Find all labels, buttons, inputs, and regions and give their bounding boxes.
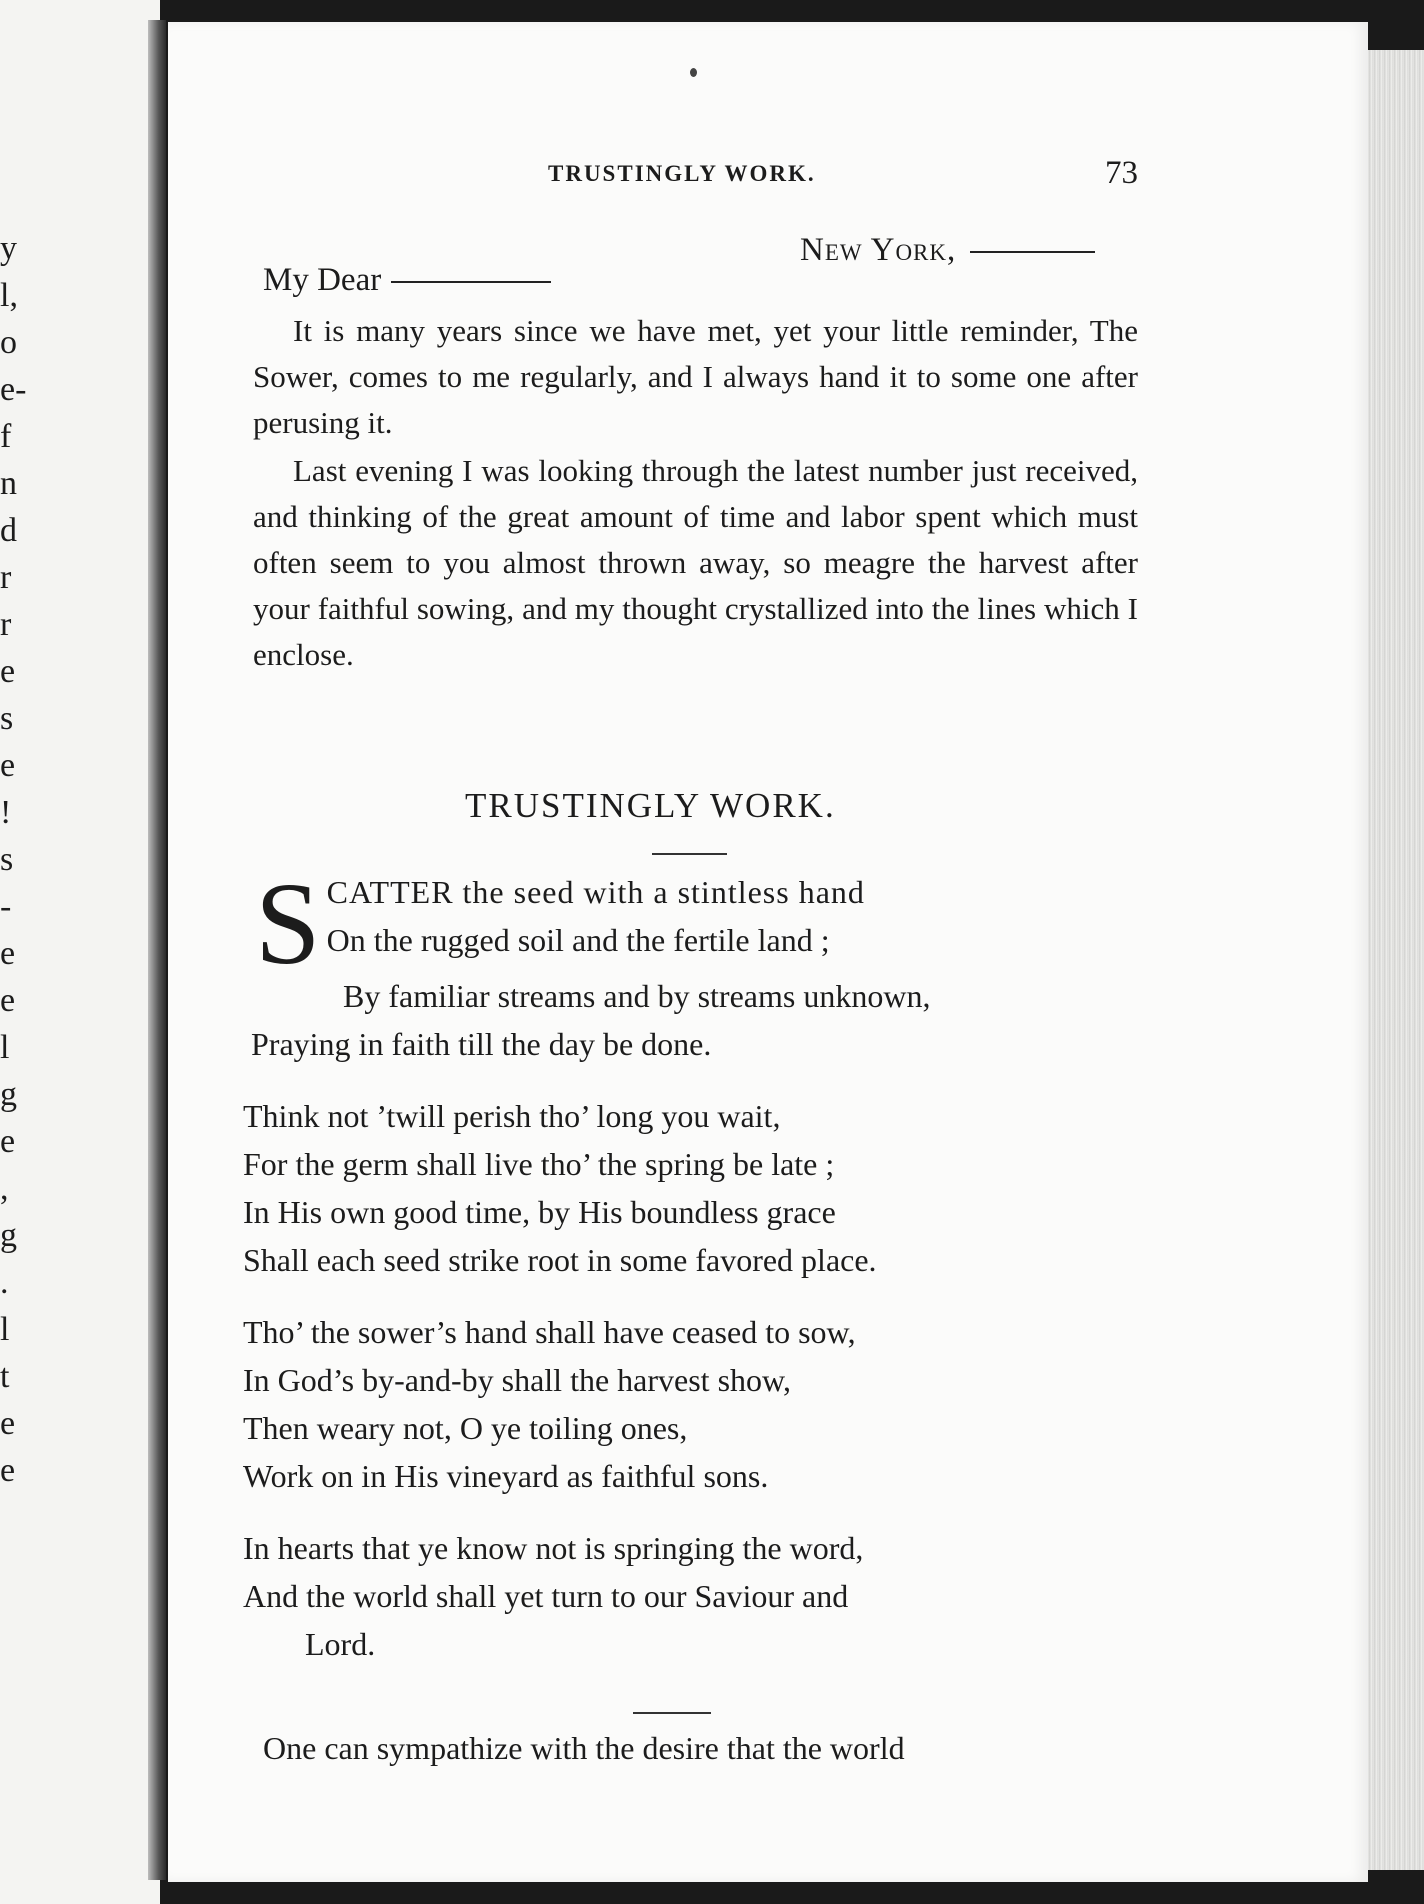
drop-cap: S <box>255 858 321 989</box>
poem-line: Lord. <box>305 1626 376 1662</box>
fragment: d <box>0 512 17 549</box>
fragment: e <box>0 935 16 972</box>
title-rule <box>652 853 727 855</box>
fragment: r <box>0 606 12 643</box>
poem-title: TRUSTINGLY WORK. <box>465 786 836 825</box>
fragment: e <box>0 653 16 690</box>
fragment: g <box>0 1217 17 1254</box>
fragment: l <box>0 1029 10 1066</box>
letter-paragraph: Last evening I was looking through the latest number just received, and thinking of the great amount of time and labor spent which must often seem to you almost thrown away, so meagre the harvest after your faithful sowing, and my thought crystallized into the lines which I enclose. <box>253 453 1138 672</box>
poem-line: Tho’ the sower’s hand shall have ceased to sow, <box>243 1314 856 1350</box>
fragment: o <box>0 324 17 361</box>
page-number: 73 <box>1105 155 1138 191</box>
left-page <box>0 0 160 1904</box>
poem-line: Then weary not, O ye toiling ones, <box>243 1410 688 1446</box>
letter-place: New York, <box>800 232 957 268</box>
left-page-fragments <box>0 225 27 1494</box>
stanza <box>243 1092 1143 1284</box>
poem-line: Think not ’twill perish tho’ long you wait, <box>243 1098 781 1134</box>
poem-line: In hearts that ye know not is springing the word, <box>243 1530 864 1566</box>
fragment: s <box>0 841 14 878</box>
book-gutter <box>148 20 166 1880</box>
fragment: - <box>0 888 12 925</box>
fragment: f <box>0 418 12 455</box>
ink-mark <box>690 68 697 77</box>
salutation: My Dear <box>263 262 382 298</box>
fragment: r <box>0 559 12 596</box>
section-rule <box>633 1712 711 1714</box>
fragment: t <box>0 1358 10 1395</box>
poem-line: For the germ shall live tho’ the spring be late ; <box>243 1146 835 1182</box>
page-header <box>548 155 1138 195</box>
poem-line: On the rugged soil and the fertile land ; <box>326 922 830 958</box>
fragment: e <box>0 1452 16 1489</box>
fragment: y <box>0 230 17 267</box>
fragment: e <box>0 1405 16 1442</box>
fragment: n <box>0 465 17 502</box>
poem-line: In His own good time, by His boundless grace <box>243 1194 836 1230</box>
poem-line: In God’s by-and-by shall the harvest show, <box>243 1362 792 1398</box>
fragment: g <box>0 1076 17 1113</box>
fragment: ! <box>0 794 12 831</box>
letter-body <box>253 308 1138 680</box>
letter-salutation-line <box>263 262 551 299</box>
stanza <box>243 1524 1143 1668</box>
fragment: e <box>0 1123 16 1160</box>
stanza <box>243 858 1143 1068</box>
poem-line: Work on in His vineyard as faithful sons. <box>243 1458 769 1494</box>
fragment: s <box>0 700 14 737</box>
fragment: , <box>0 1170 9 1207</box>
fragment: e- <box>0 371 27 408</box>
fragment: . <box>0 1264 9 1301</box>
page-edges <box>1368 50 1424 1870</box>
fragment: l, <box>0 277 18 314</box>
blank-line <box>970 251 1095 253</box>
fragment: e <box>0 747 16 784</box>
poem-line: Praying in faith till the day be done. <box>251 1026 712 1062</box>
blank-line <box>391 281 551 283</box>
stanza <box>243 1308 1143 1500</box>
fragment: e <box>0 982 16 1019</box>
poem-line: And the world shall yet turn to our Saviour and <box>243 1578 849 1614</box>
fragment: l <box>0 1311 10 1348</box>
letter-paragraph: It is many years since we have met, yet your little reminder, The Sower, comes to me regularly, and I always hand it to some one after perusing it. <box>253 313 1138 440</box>
letter-place-line <box>800 232 1095 269</box>
running-title: TRUSTINGLY WORK. <box>548 161 816 186</box>
poem-line: Shall each seed strike root in some favored place. <box>243 1242 877 1278</box>
poem-line: By familiar streams and by streams unknown, <box>343 978 931 1014</box>
closing-line: One can sympathize with the desire that the world <box>263 1730 905 1766</box>
poem <box>243 858 1143 1692</box>
poem-line: CATTER the seed with a stintless hand <box>326 874 865 910</box>
